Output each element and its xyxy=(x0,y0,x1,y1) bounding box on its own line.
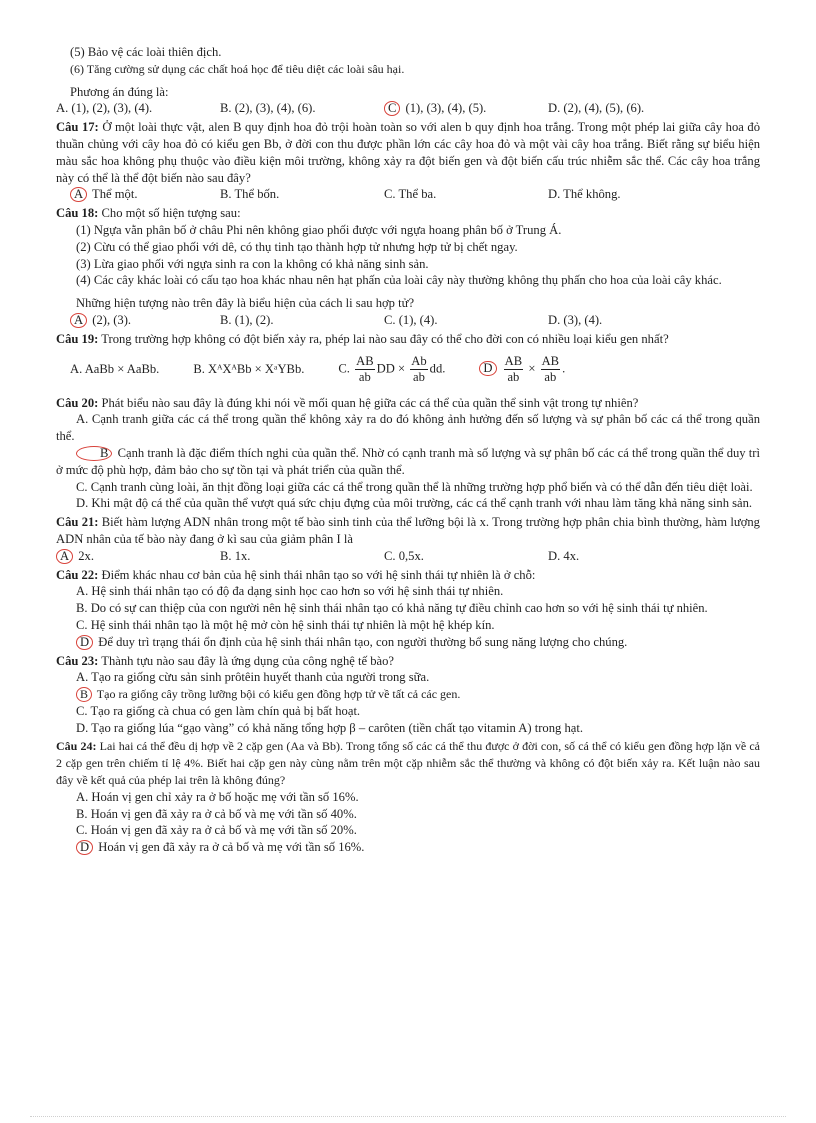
option-a: A. Hoán vị gen chỉ xảy ra ở bố hoặc mẹ với tần số 16%. xyxy=(76,789,359,804)
option-a xyxy=(70,312,220,329)
fraction-numerator: Ab xyxy=(411,353,427,368)
option-d: D. Khi mật độ cá thể của quần thể vượt quá sức chịu đựng của môi trường, các cá thể cạnh tranh với nhau làm tăng khả năng sinh sản. xyxy=(76,496,753,511)
option-b xyxy=(56,686,760,703)
answer-circle: B xyxy=(76,687,92,702)
answer-circle: A xyxy=(70,313,87,328)
question-18 xyxy=(56,205,760,222)
question-21 xyxy=(56,514,760,548)
question-label: Câu 24: xyxy=(56,739,97,754)
options-row xyxy=(56,354,760,385)
question-label: Câu 21: xyxy=(56,515,99,530)
option-a xyxy=(70,186,220,203)
question-prompt: Những hiện tượng nào trên đây là biểu hiện của cách li sau hợp tử? xyxy=(76,296,415,311)
question-label: Câu 20: xyxy=(56,395,99,410)
option-b-text: Tạo ra giống cây trồng lưỡng bội có kiểu gen đồng hợp tử về tất cả các gen. xyxy=(94,687,461,702)
option-b: B. Do có sự can thiệp của con người nên hệ sinh thái nhân tạo có khả năng tự điều chỉnh cao hơn so với hệ sinh thái tự nhiên. xyxy=(76,601,708,616)
option-c: C. Thể ba. xyxy=(384,187,437,202)
fraction xyxy=(541,354,561,385)
option-d: D. Tạo ra giống lúa “gạo vàng” có khả năng tổng hợp β – carôten (tiền chất tạo vitamin A) trong hạt. xyxy=(76,720,583,735)
question-text: Trong trường hợp không có đột biến xảy ra, phép lai nào sau đây có thể cho đời con có nhiều loại kiểu gen nhất? xyxy=(98,331,669,346)
option-a-text: 2x. xyxy=(75,548,94,563)
answer-circle: D xyxy=(76,840,93,855)
fraction-denominator: ab xyxy=(507,369,520,384)
fraction-denominator: ab xyxy=(358,369,371,384)
question-label: Câu 22: xyxy=(56,567,99,582)
options-row xyxy=(56,548,760,565)
option-b: B. Thể bốn. xyxy=(220,187,280,202)
option-d: D. 4x. xyxy=(548,548,580,563)
answer-circle: D xyxy=(76,635,93,650)
option-d: D. Thể không. xyxy=(548,187,621,202)
cross-symbol: × xyxy=(528,360,536,375)
option-c: C. Tạo ra giống cà chua có gen làm chín quả bị bất hoạt. xyxy=(76,703,361,718)
option-a: A. Hệ sinh thái nhân tạo có độ đa dạng sinh học cao hơn so với hệ sinh thái tự nhiên. xyxy=(76,584,504,599)
question-label: Câu 23: xyxy=(56,653,99,668)
option-a: A. Tạo ra giống cừu sản sinh prôtêin huyết thanh của người trong sữa. xyxy=(76,670,430,685)
option-a: A. Cạnh tranh giữa các cá thể trong quần thể không xảy ra do đó không ảnh hưởng đến số lượng và sự phân bố các cá thể trong quần thể. xyxy=(56,412,760,444)
statement-3: (3) Lừa giao phối với ngựa sinh ra con la không có khả năng sinh sản. xyxy=(76,256,429,271)
option-b: B. Hoán vị gen đã xảy ra ở cả bố và mẹ với tần số 40%. xyxy=(76,806,357,821)
option-c: C. Hoán vị gen đã xảy ra ở cả bố và mẹ với tần số 20%. xyxy=(76,823,357,838)
option-c: C. Hệ sinh thái nhân tạo là một hệ mở còn hệ sinh thái tự nhiên là một hệ khép kín. xyxy=(76,617,495,632)
question-text: Điểm khác nhau cơ bản của hệ sinh thái nhân tạo so với hệ sinh thái tự nhiên là ở chỗ: xyxy=(98,567,536,582)
answer-circle: A xyxy=(70,187,87,202)
option-a: A. AaBb × AaBb. xyxy=(70,361,160,376)
fraction-numerator: AB xyxy=(541,353,560,368)
option-c xyxy=(384,100,548,117)
option-d: D. (3), (4). xyxy=(548,312,603,327)
fraction xyxy=(410,354,427,385)
option-c: C. (1), (4). xyxy=(384,312,438,327)
option-c: C. Cạnh tranh cùng loài, ăn thịt đồng loại giữa các cá thể trong quần thể là những trường hợp phổ biến và có thể dẫn đến tiêu diệt loài. xyxy=(76,479,753,494)
fraction xyxy=(355,354,375,385)
question-text: Biết hàm lượng ADN nhân trong một tế bào sinh tinh của thể lưỡng bội là x. Trong trường hợp phân chia bình thường, hàm lượng ADN nhân của tế bào này đang ở kì sau của giảm phân I là xyxy=(56,515,760,546)
question-24 xyxy=(56,738,760,788)
answer-circle: D xyxy=(479,361,496,376)
fraction xyxy=(504,354,524,385)
options-row xyxy=(56,312,760,329)
fraction-denominator: ab xyxy=(544,369,557,384)
option-b-text: Cạnh tranh là đặc điểm thích nghi của quần thể. Nhờ có cạnh tranh mà số lượng và sự phân bố các cá thể trong quần thể duy trì ở mức độ phù hợp, đảm bảo cho sự tồn tại và phát triển của quần thể. xyxy=(56,445,760,477)
option-c: C. 0,5x. xyxy=(384,548,424,563)
option-b: B. XᴬXᴬBb × XᵃYBb. xyxy=(193,361,305,376)
genotype-text: DD × xyxy=(376,360,406,375)
option-c-text: (1), (3), (4), (5). xyxy=(402,101,487,116)
question-20 xyxy=(56,395,760,412)
question-text: Phát biểu nào sau đây là đúng khi nói về mối quan hệ giữa các cá thể của quần thể sinh vật trong tự nhiên? xyxy=(98,395,639,410)
question-23 xyxy=(56,653,760,670)
options-row xyxy=(56,100,760,117)
period: . xyxy=(562,360,566,375)
option-a: A. (1), (2), (3), (4). xyxy=(56,101,153,116)
statement-1: (1) Ngựa vằn phân bố ở châu Phi nên không giao phối được với ngựa hoang phân bố ở Trung Á. xyxy=(76,222,562,237)
question-label: Câu 19: xyxy=(56,331,99,346)
question-text: Cho một số hiện tượng sau: xyxy=(98,206,241,221)
option-c-letter: C. xyxy=(338,360,350,375)
option-a-text: Thể một. xyxy=(89,187,138,202)
fraction-numerator: AB xyxy=(356,353,374,368)
question-22 xyxy=(56,567,760,584)
option-d-text: Hoán vị gen đã xảy ra ở cả bố và mẹ với tần số 16%. xyxy=(95,840,365,855)
question-label: Câu 18: xyxy=(56,206,99,221)
option-a-text: (2), (3). xyxy=(89,312,132,327)
question-17 xyxy=(56,119,760,186)
option-b: B. 1x. xyxy=(220,548,251,563)
option-d: D. (2), (4), (5), (6). xyxy=(548,101,645,116)
option-c xyxy=(338,354,445,385)
option-b xyxy=(56,445,760,479)
option-d xyxy=(56,839,760,856)
genotype-text: dd. xyxy=(429,360,446,375)
statement-2: (2) Cừu có thể giao phối với dê, có thụ tinh tạo thành hợp tử nhưng hợp tử bị chết ngay. xyxy=(76,239,518,254)
page-bottom-divider xyxy=(30,1116,786,1117)
answer-prompt: Phương án đúng là: xyxy=(70,84,169,99)
fraction-denominator: ab xyxy=(412,369,425,384)
option-d xyxy=(56,634,760,651)
options-row xyxy=(56,186,760,203)
option-d-text: Để duy trì trạng thái ổn định của hệ sinh thái nhân tạo, con người thường bổ sung năng lượng cho chúng. xyxy=(95,634,628,649)
answer-circle: B xyxy=(76,446,112,461)
statement-4: (4) Các cây khác loài có cấu tạo hoa khác nhau nên hạt phấn của loài cây này thường không thụ phấn cho hoa của loài cây khác. xyxy=(76,273,722,288)
question-text: Thành tựu nào sau đây là ứng dụng của công nghệ tế bào? xyxy=(98,653,394,668)
option-a xyxy=(56,548,220,565)
option-b: B. (2), (3), (4), (6). xyxy=(220,101,316,116)
option-d xyxy=(479,354,565,385)
statement-5: (5) Bảo vệ các loài thiên địch. xyxy=(70,45,222,59)
question-text: Ở một loài thực vật, alen B quy định hoa đỏ trội hoàn toàn so với alen b quy định hoa trắng. Trong một phép lai giữa cây hoa đỏ thuần chủng với cây hoa đỏ có kiểu gen Bb, ở đời con thu được phần lớn các cây hoa đỏ và một vài cây hoa trắng. Biết rằng sự biểu hiện màu sắc hoa không phụ thuộc vào điều kiện môi trường, không xảy ra đột biến gen và đột biến cấu trúc nhiễm sắc thể. Các cây hoa trắng này có thể là thể đột biến nào sau đây? xyxy=(56,120,760,185)
fraction-numerator: AB xyxy=(504,353,523,368)
statement-6: (6) Tăng cường sử dụng các chất hoá học để tiêu diệt các loài sâu hại. xyxy=(70,61,405,76)
answer-circle: A xyxy=(56,549,73,564)
option-b: B. (1), (2). xyxy=(220,312,274,327)
question-text: Lai hai cá thể đều dị hợp về 2 cặp gen (Aa và Bb). Trong tổng số các cá thể thu được ở đời con, số cá thể có kiểu gen đồng hợp lặn về cả 2 cặp gen trên chiếm tỉ lệ 4%. Biết hai cặp gen này cùng nằm trên một cặp nhiễm sắc thể thường và không có đột biến xảy ra. Kết luận nào sau đây về kết quả của phép lai trên là không đúng? xyxy=(56,739,760,788)
question-19 xyxy=(56,331,760,348)
question-label: Câu 17: xyxy=(56,120,99,135)
answer-circle: C xyxy=(384,101,400,116)
